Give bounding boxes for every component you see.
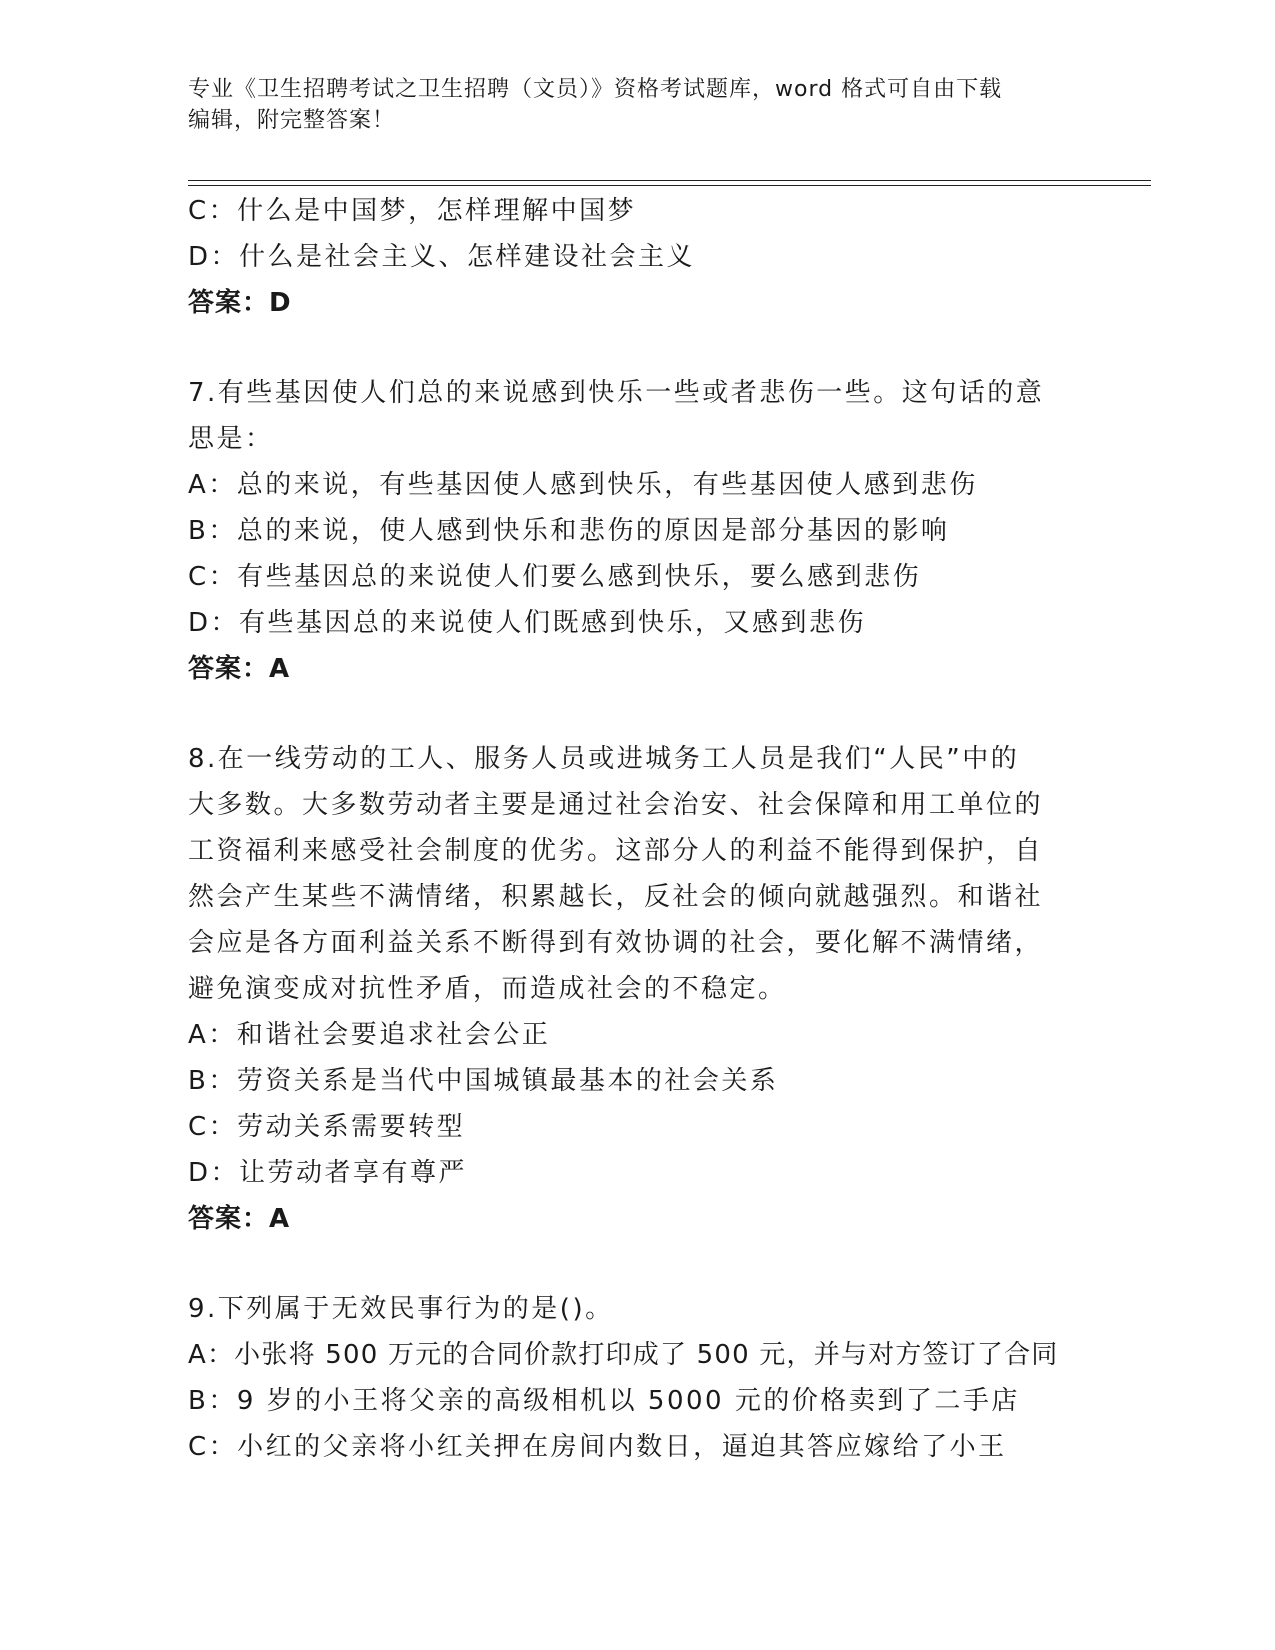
q7-option-a: A：总的来说，有些基因使人感到快乐，有些基因使人感到悲伤: [188, 470, 978, 500]
spacer: [188, 692, 1088, 736]
q8-stem-line-2: 大多数。大多数劳动者主要是通过社会治安、社会保障和用工单位的: [188, 790, 1044, 820]
q7-stem-line-1: 7.有些基因使人们总的来说感到快乐一些或者悲伤一些。这句话的意: [188, 378, 1045, 408]
q8-option-b: B：劳资关系是当代中国城镇最基本的社会关系: [188, 1066, 779, 1096]
q7-stem-line-2: 思是：: [188, 424, 274, 454]
header-line-2: 编辑，附完整答案！: [188, 108, 396, 133]
q6-option-c: C：什么是中国梦，怎样理解中国梦: [188, 196, 637, 226]
q7-option-b: B：总的来说，使人感到快乐和悲伤的原因是部分基因的影响: [188, 516, 950, 546]
page-header: [188, 74, 1088, 136]
q9-stem-line-1: 9.下列属于无效民事行为的是()。: [188, 1294, 614, 1324]
q8-option-a: A：和谐社会要追求社会公正: [188, 1020, 551, 1050]
q8-stem-line-3: 工资福利来感受社会制度的优劣。这部分人的利益不能得到保护，自: [188, 836, 1044, 866]
q7-option-d: D：有些基因总的来说使人们既感到快乐，又感到悲伤: [188, 608, 867, 638]
question-7: [188, 370, 1088, 692]
q8-stem-line-5: 会应是各方面利益关系不断得到有效协调的社会，要化解不满情绪，: [188, 928, 1044, 958]
q6-answer: 答案：D: [188, 288, 292, 318]
q9-option-c: C：小红的父亲将小红关押在房间内数日，逼迫其答应嫁给了小王: [188, 1432, 1007, 1462]
q8-option-c: C：劳动关系需要转型: [188, 1112, 466, 1142]
question-9: [188, 1286, 1088, 1470]
q9-option-a: A：小张将 500 万元的合同价款打印成了 500 元，并与对方签订了合同: [188, 1340, 1059, 1370]
q9-option-b: B：9 岁的小王将父亲的高级相机以 5000 元的价格卖到了二手店: [188, 1386, 1020, 1416]
q8-answer: 答案：A: [188, 1204, 291, 1234]
question-content: [188, 188, 1088, 1470]
question-6: [188, 188, 1088, 326]
spacer: [188, 326, 1088, 370]
spacer: [188, 1242, 1088, 1286]
q8-stem-line-4: 然会产生某些不满情绪，积累越长，反社会的倾向就越强烈。和谐社: [188, 882, 1044, 912]
q7-answer: 答案：A: [188, 654, 291, 684]
header-divider-bottom: [188, 185, 1151, 186]
q8-stem-line-1: 8.在一线劳动的工人、服务人员或进城务工人员是我们“人民”中的: [188, 744, 1020, 774]
q7-option-c: C：有些基因总的来说使人们要么感到快乐，要么感到悲伤: [188, 562, 922, 592]
header-divider-top: [188, 180, 1151, 181]
header-line-1: 专业《卫生招聘考试之卫生招聘（文员）》资格考试题库，word 格式可自由下载: [188, 77, 1003, 102]
q6-option-d: D：什么是社会主义、怎样建设社会主义: [188, 242, 696, 272]
q8-stem-line-6: 避免演变成对抗性矛盾，而造成社会的不稳定。: [188, 974, 787, 1004]
question-8: [188, 736, 1088, 1242]
q8-option-d: D：让劳动者享有尊严: [188, 1158, 468, 1188]
